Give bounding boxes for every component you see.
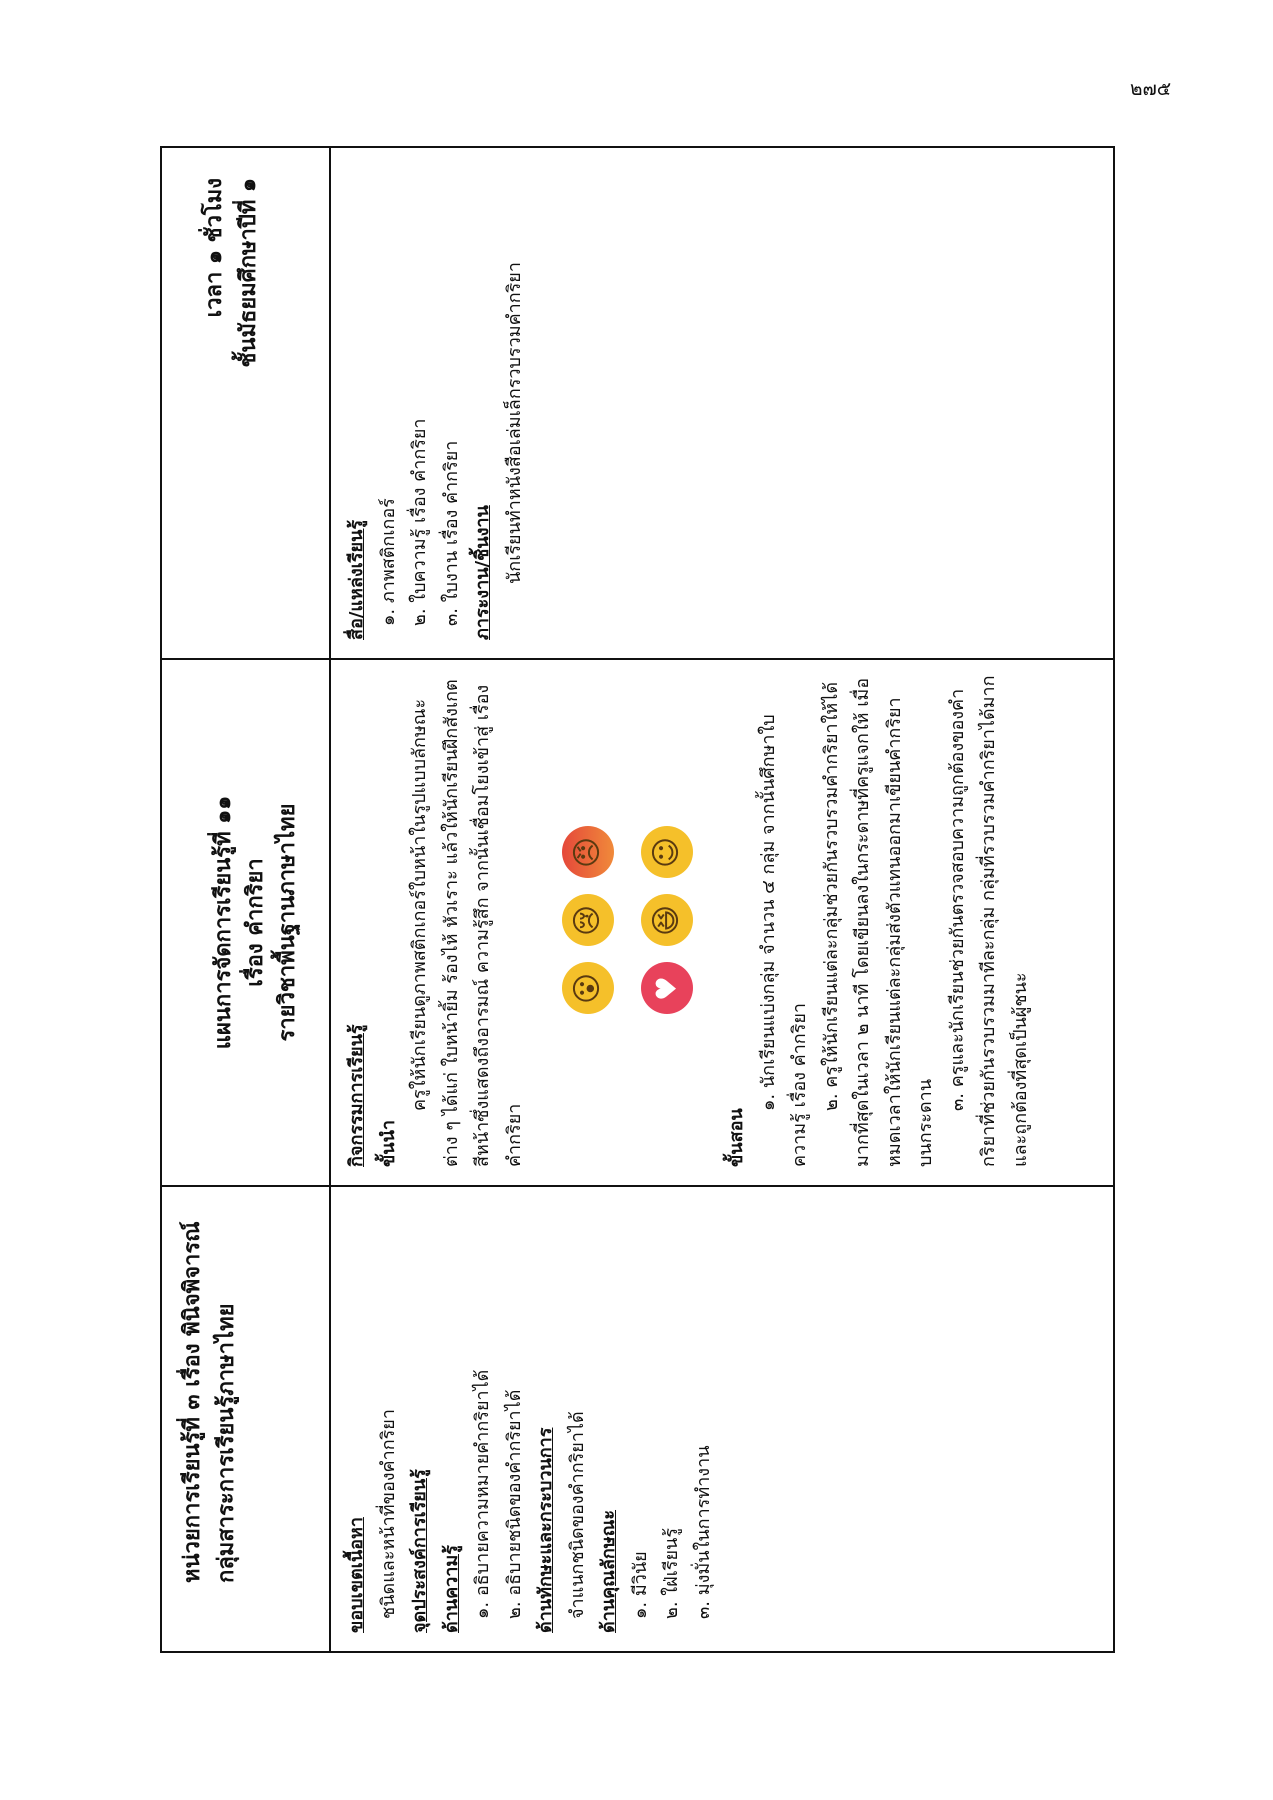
lesson-plan-table [160, 146, 1115, 1653]
header-left-cell [161, 1186, 330, 1652]
teach-step-3: ๓. ครูและนักเรียนช่วยกันตรวจสอบความถูกต้องของคำกริยาที่ช่วยกันรวบรวมมาทีละกลุ่ม กลุ่มที่รวบรวมคำกริยาได้มากและถูกต้องที่สุดเป็นผู้ชนะ [946, 675, 1031, 1167]
angry-face-icon: 😠 [562, 827, 614, 879]
header-center-cell [161, 659, 330, 1186]
time: เวลา ๑ ชั่วโมง [202, 178, 227, 318]
work-text: นักเรียนทำหนังสือเล่มเล็กรวบรวมคำกริยา [503, 262, 525, 584]
knowledge-item-1: ๑. อธิบายความหมายคำกริยาได้ [472, 1369, 493, 1619]
smiling-face-icon: ☺ [641, 827, 693, 879]
activities-title: กิจกรรมการเรียนรู้ [346, 1024, 367, 1167]
skills-title: ด้านทักษะและกระบวนการ [535, 1427, 556, 1633]
learning-group: กลุ่มสาระการเรียนรู้ภาษาไทย [214, 1303, 240, 1583]
scope-title: ขอบเขตเนื้อหา [346, 1517, 367, 1633]
objectives-title: จุดประสงค์การเรียนรู้ [409, 1469, 430, 1633]
intro-title: ขั้นนำ [377, 1119, 399, 1167]
knowledge-item-2: ๒. อธิบายชนิดของคำกริยาได้ [503, 1389, 525, 1619]
teach-title: ขั้นสอน [726, 1108, 747, 1167]
header-right-cell [161, 147, 330, 659]
media-cell [330, 147, 1114, 659]
laughing-face-icon: 😆 [641, 895, 693, 947]
scope-text: ชนิดและหน้าที่ของคำกริยา [377, 1409, 399, 1619]
attribute-item-1: ๑. มีวินัย [629, 1551, 651, 1619]
grade: ชั้นมัธยมศึกษาปีที่ ๑ [236, 178, 262, 368]
plan-topic: เรื่อง คำกริยา [242, 858, 268, 987]
attribute-item-2: ๒. ใฝ่เรียนรู้ [661, 1528, 682, 1619]
header-row [161, 147, 330, 1652]
attribute-item-3: ๓. มุ่งมั่นในการทำงาน [692, 1445, 714, 1619]
knowledge-title: ด้านความรู้ [440, 1545, 462, 1633]
activities-cell [330, 659, 1114, 1186]
wow-face-icon: 😮 [562, 963, 614, 1015]
media-item-1: ๑. ภาพสติกเกอร์ [377, 498, 399, 626]
lesson-plan-rotated [160, 148, 1115, 1653]
page-number: ๒๗๕ [1130, 78, 1172, 100]
skills-item-1: จำแนกชนิดของคำกริยาได้ [566, 1411, 588, 1619]
plan-subject: รายวิชาพื้นฐานภาษาไทย [274, 803, 300, 1042]
teach-step-2: ๒. ครูให้นักเรียนแต่ละกลุ่มช่วยกันรวบรวมคำกริยาให้ได้มากที่สุดในเวลา ๒ นาที โดยเขียนลงในกระดาษที่ครูแจกให้ เมื่อหมดเวลาให้นักเรียนแต่ละกลุ่มส่งตัวแทนออกมาเขียนคำกริยาบนกระดาน [820, 677, 936, 1167]
unit-title: หน่วยการเรียนรู้ที่ ๓ เรื่อง พินิจพิจารณ์ [180, 1221, 205, 1583]
media-item-3: ๓. ใบงาน เรื่อง คำกริยา [440, 440, 462, 626]
emoji-sticker-image [540, 811, 715, 1031]
work-title: ภาระงาน/ชิ้นงาน [472, 505, 493, 640]
media-item-2: ๒. ใบความรู้ เรื่อง คำกริยา [409, 418, 430, 626]
plan-title: แผนการจัดการเรียนรู้ที่ ๑๑ [211, 795, 236, 1050]
attributes-title: ด้านคุณลักษณะ [598, 1509, 619, 1633]
crying-face-icon: 😢 [562, 895, 614, 947]
media-title: สื่อ/แหล่งเรียนรู้ [346, 520, 367, 640]
objectives-cell [330, 1186, 1114, 1652]
teach-step-1: ๑. นักเรียนแบ่งกลุ่ม จำนวน ๔ กลุ่ม จากนั้นศึกษาใบความรู้ เรื่อง คำกริยา [757, 714, 810, 1167]
body-row [330, 147, 1114, 1652]
intro-text: ครูให้นักเรียนดูภาพสติกเกอร์ใบหน้าในรูปแบบลักษณะต่าง ๆ ได้แก่ ใบหน้ายิ้ม ร้องไห้ หัวเราะ แล้วให้นักเรียนฝึกสังเกตสีหน้าซึ่งแสดงถึงอารมณ์ ความรู้สึก จากนั้นเชื่อมโยงเข้าสู่ เรื่อง คำกริยา [409, 679, 525, 1167]
heart-icon: ♥ [641, 963, 693, 1015]
